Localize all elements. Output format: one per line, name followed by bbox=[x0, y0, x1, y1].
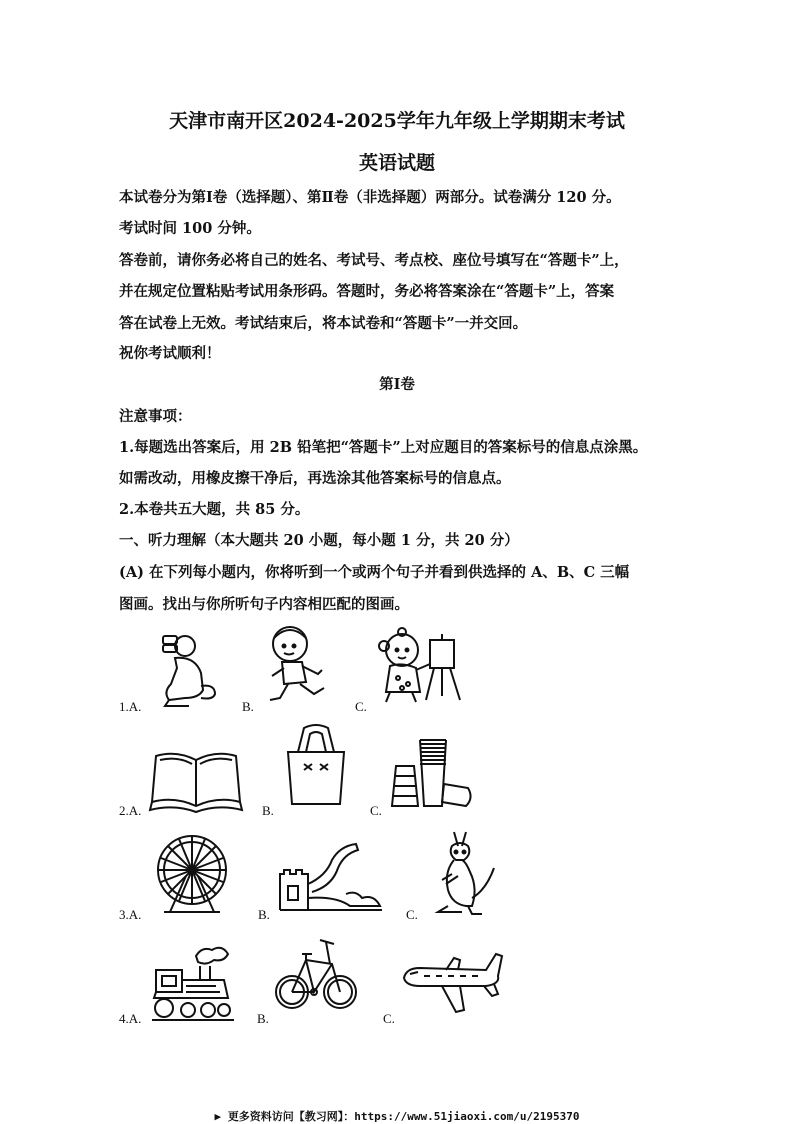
footer-link[interactable]: ▶ 更多资料访问【教习网】：https://www.51jiaoxi.com/u/2195370 bbox=[214, 1110, 580, 1123]
part-one-instruction: 图画。找出与你所听句子内容相匹配的图画。 bbox=[119, 596, 409, 613]
part-one-heading: 一、听力理解（本大题共 20 小题，每小题 1 分，共 20 分） bbox=[119, 532, 519, 549]
option-label: C. bbox=[406, 907, 418, 922]
notes-heading: 注意事项： bbox=[119, 408, 192, 425]
section-title: 第Ⅰ卷 bbox=[379, 376, 415, 393]
option-label: B. bbox=[242, 699, 254, 714]
boy-binoculars-icon bbox=[155, 628, 220, 708]
open-book-icon bbox=[148, 746, 244, 816]
notes-line: 如需改动，用橡皮擦干净后，再选涂其他答案标号的信息点。 bbox=[119, 470, 511, 487]
option-label: 2.A. bbox=[119, 803, 142, 818]
option-label: C. bbox=[355, 699, 367, 714]
intro-line: 答在试卷上无效。考试结束后，将本试卷和“答题卡”一并交回。 bbox=[119, 315, 528, 332]
intro-line: 并在规定位置粘贴考试用条形码。答题时，务必将答案涂在“答题卡”上，答案 bbox=[119, 283, 615, 300]
page-subtitle: 英语试题 bbox=[358, 152, 435, 174]
great-wall-icon bbox=[276, 840, 384, 914]
notes-line: 2.本卷共五大题，共 85 分。 bbox=[119, 501, 310, 518]
option-label: B. bbox=[258, 907, 270, 922]
bicycle-icon bbox=[274, 932, 358, 1022]
option-label: 3.A. bbox=[119, 907, 142, 922]
option-label: C. bbox=[383, 1011, 395, 1026]
part-one-instruction: (A) 在下列每小题内，你将听到一个或两个句子并看到供选择的 A、B、C 三幅 bbox=[119, 564, 630, 581]
page-title: 天津市南开区2024-2025学年九年级上学期期末考试 bbox=[169, 110, 625, 132]
stacked-cups-icon bbox=[386, 736, 476, 812]
steam-train-icon bbox=[150, 942, 236, 1024]
option-label: B. bbox=[262, 803, 274, 818]
intro-line: 祝你考试顺利！ bbox=[119, 345, 221, 362]
intro-line: 答卷前，请你务必将自己的姓名、考试号、考点校、座位号填写在“答题卡”上， bbox=[119, 252, 629, 269]
ferris-wheel-icon bbox=[152, 832, 232, 916]
girl-painting-icon bbox=[372, 626, 470, 706]
boy-running-icon bbox=[262, 622, 332, 706]
intro-line: 本试卷分为第Ⅰ卷（选择题）、第Ⅱ卷（非选择题）两部分。试卷满分 120 分。 bbox=[119, 189, 621, 206]
shopping-bag-icon bbox=[284, 724, 348, 810]
notes-line: 1.每题选出答案后，用 2B 铅笔把“答题卡”上对应题目的答案标号的信息点涂黑。 bbox=[119, 439, 648, 456]
option-label: C. bbox=[370, 803, 382, 818]
option-label: 1.A. bbox=[119, 699, 142, 714]
intro-line: 考试时间 100 分钟。 bbox=[119, 220, 261, 237]
kangaroo-icon bbox=[432, 828, 498, 918]
airplane-icon bbox=[400, 950, 506, 1016]
option-label: 4.A. bbox=[119, 1011, 142, 1026]
option-label: B. bbox=[257, 1011, 269, 1026]
